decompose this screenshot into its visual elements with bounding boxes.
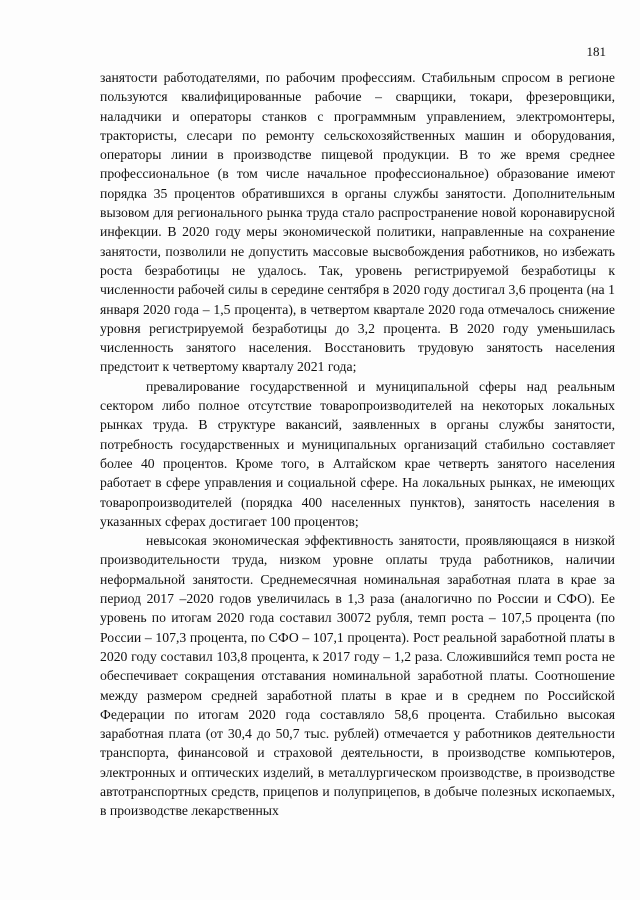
page-number: 181 <box>586 44 606 59</box>
body-text <box>100 68 615 821</box>
paragraph-3: невысокая экономическая эффективность занятости, проявляющаяся в низкой производительности труда, низком уровне оплаты труда работников, наличии неформальной занятости. Среднемесячная номинальная заработная плата в крае за период 2017 –2020 годов увеличилась в 1,3 раза (аналогично по России и СФО). Ее уровень по итогам 2020 года составил 30072 рубля, темп роста – 107,5 процента (по России – 107,3 процента, по СФО – 107,1 процента). Рост реальной заработной платы в 2020 году составил 103,8 процента, к 2017 году – 1,2 раза. Сложившийся темп роста не обеспечивает сокращения отставания номинальной заработной платы. Соотношение между размером средней заработной платы в крае и в среднем по Российской Федерации по итогам 2020 года составляло 58,6 процента. Стабильно высокая заработная плата (от 30,4 до 50,7 тыс. рублей) отмечается у работников деятельности транспорта, финансовой и страховой деятельности, в производстве компьютеров, электронных и оптических изделий, в металлургическом производстве, в производстве автотранспортных средств, прицепов и полуприцепов, в добыче полезных ископаемых, в производстве лекарственных <box>100 533 615 819</box>
paragraph-1: занятости работодателями, по рабочим профессиям. Стабильным спросом в регионе пользуются квалифицированные рабочие – сварщики, токари, фрезеровщики, наладчики и операторы станков с программным управлением, электромонтеры, трактористы, слесари по ремонту сельскохозяйственных машин и оборудования, операторы линии в производстве пищевой продукции. В то же время среднее профессиональное (в том числе начальное профессиональное) образование имеют порядка 35 процентов обратившихся в органы службы занятости. Дополнительным вызовом для регионального рынка труда стало распространение новой коронавирусной инфекции. В 2020 году меры экономической политики, направленные на сохранение занятости, позволили не допустить массовые высвобождения работников, но избежать роста безработицы не удалось. Так, уровень регистрируемой безработицы к численности рабочей силы в середине сентября в 2020 году достигал 3,6 процента (на 1 января 2020 года – 1,5 процента), в четвертом квартале 2020 года отмечалось снижение уровня регистрируемой безработицы до 3,2 процента. В 2020 году уменьшилась численность занятого населения. Восстановить трудовую занятость населения предстоит к четвертому кварталу 2021 года; <box>100 70 615 375</box>
paragraph-2: превалирование государственной и муниципальной сферы над реальным сектором либо полное отсутствие товаропроизводителей на некоторых локальных рынках труда. В структуре вакансий, заявленных в органы службы занятости, потребность государственных и муниципальных организаций стабильно составляет более 40 процентов. Кроме того, в Алтайском крае четверть занятого населения работает в сфере управления и социальной сфере. На локальных рынках, не имеющих товаропроизводителей (порядка 400 населенных пунктов), занятость населения в указанных сферах достигает 100 процентов; <box>100 378 615 529</box>
